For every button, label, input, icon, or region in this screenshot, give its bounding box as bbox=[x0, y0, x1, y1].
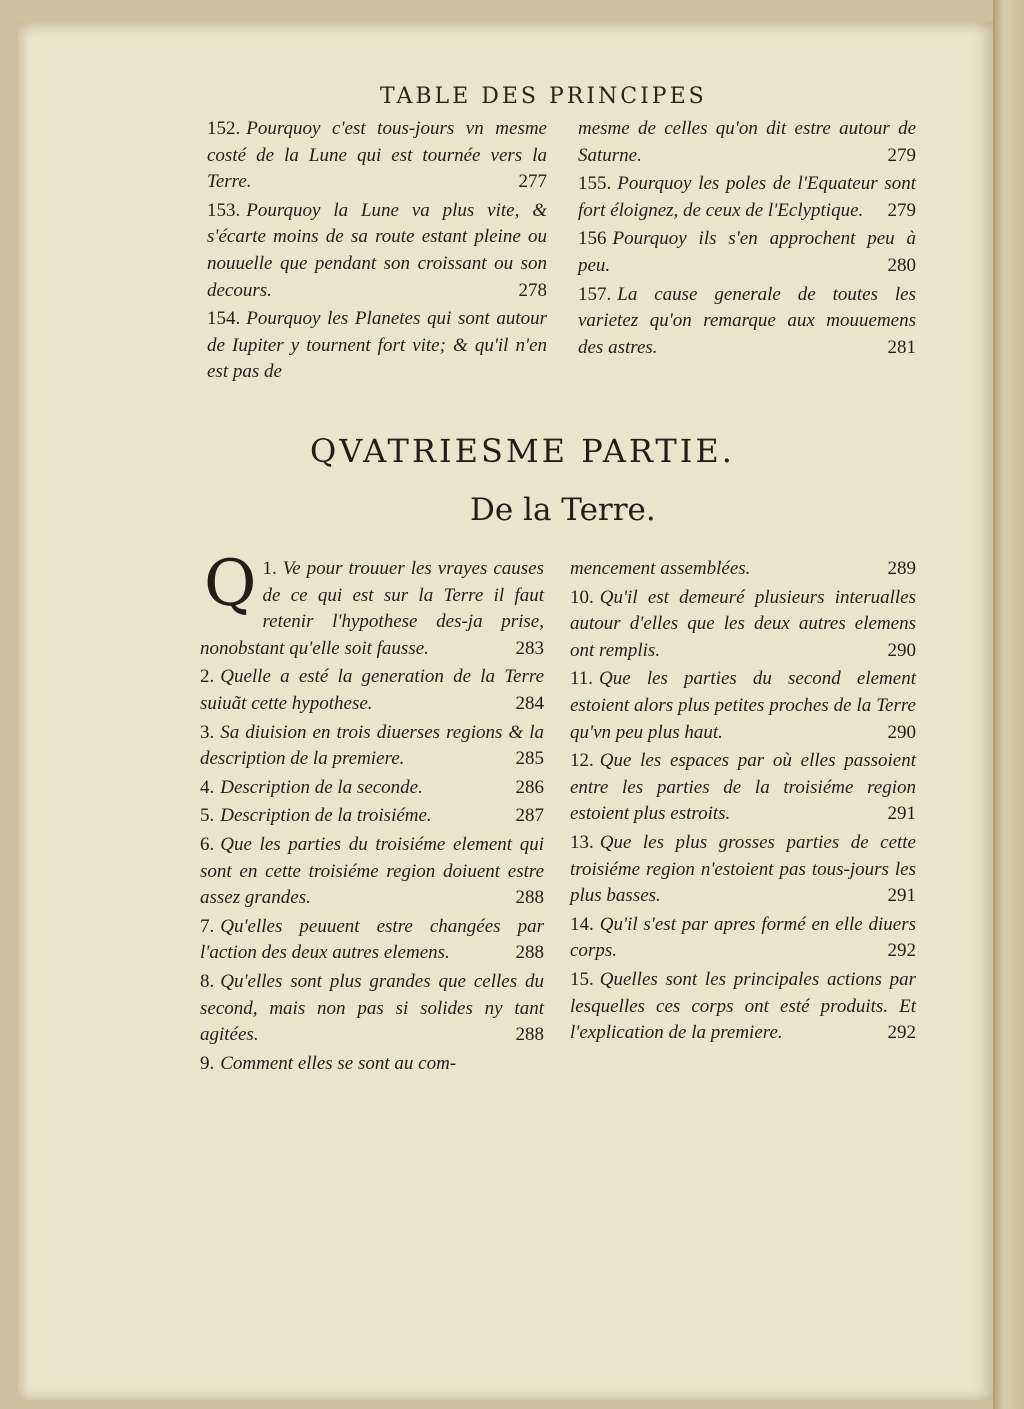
entry-text: Ve pour trouuer les vrayes causes de ce qui est sur la Terre il faut retenir l'hypothese des-ja prise, nonobstant qu'elle soit fausse. bbox=[200, 558, 544, 659]
entry-page-number: 284 bbox=[515, 692, 544, 714]
entry-text: Comment elles se sont au com- bbox=[220, 1052, 457, 1074]
entry-page-number: 279 bbox=[887, 144, 916, 166]
entry-text: Qu'elles peuuent estre changées par l'action des deux autres elemens. bbox=[200, 915, 544, 964]
toc-entry bbox=[200, 914, 544, 967]
entry-text: Description de la seconde. bbox=[220, 776, 423, 798]
toc-entry bbox=[578, 226, 916, 279]
entry-page-number: 283 bbox=[515, 637, 544, 659]
entry-number: 7. bbox=[200, 915, 215, 937]
entry-number: 15. bbox=[570, 968, 594, 990]
entry-text: Qu'il s'est par apres formé en elle diuers corps. bbox=[570, 913, 916, 962]
entry-page-number: 288 bbox=[515, 942, 544, 964]
entry-number: 10. bbox=[570, 586, 594, 608]
entry-text: Quelle a esté la generation de la Terre suiuãt cette hypothese. bbox=[200, 666, 544, 714]
toc-top-left-column bbox=[207, 116, 547, 388]
entry-number: 4. bbox=[200, 776, 215, 798]
toc-entry bbox=[570, 830, 916, 910]
toc-entry bbox=[578, 282, 916, 362]
entry-number: 153. bbox=[207, 199, 241, 221]
toc-entry bbox=[578, 171, 916, 224]
entry-number: 152. bbox=[207, 118, 241, 139]
entry-page-number: 286 bbox=[515, 776, 544, 798]
toc-entry bbox=[200, 969, 544, 1049]
entry-page-number: 292 bbox=[887, 1022, 916, 1044]
toc-entry bbox=[200, 775, 544, 802]
entry-page-number: 288 bbox=[515, 1024, 544, 1046]
toc-entry bbox=[207, 116, 547, 196]
entry-text: Pourquoy la Lune va plus vite, & s'écarte moins de sa route estant pleine ou nouuelle que pendant son croissant ou son decours. bbox=[207, 199, 547, 301]
entry-number: 2. bbox=[200, 666, 215, 688]
section-heading: De la Terre. bbox=[470, 492, 656, 528]
entry-page-number: 291 bbox=[887, 803, 916, 825]
entry-number: 8. bbox=[200, 970, 215, 992]
entry-number: 155. bbox=[578, 173, 612, 195]
drop-cap: Q bbox=[204, 547, 257, 621]
entry-page-number: 290 bbox=[887, 721, 916, 743]
entry-text: Quelles sont les principales actions par lesquelles ces corps ont esté produits. Et l'explication de la premiere. bbox=[570, 968, 916, 1044]
entry-number: 6. bbox=[200, 833, 215, 855]
toc-entry bbox=[570, 556, 916, 583]
entry-page-number: 287 bbox=[515, 805, 544, 827]
entry-number: 156 bbox=[578, 228, 607, 250]
toc-bottom-left-column bbox=[200, 547, 544, 1079]
toc-entry bbox=[570, 967, 916, 1047]
part-heading: QVATRIESME PARTIE. bbox=[310, 432, 735, 470]
entry-text: Pourquoy les Planetes qui sont autour de Iupiter y tournent fort vite; & qu'il n'en est pas de bbox=[207, 308, 547, 383]
toc-entry bbox=[570, 748, 916, 828]
entry-page-number: 290 bbox=[887, 639, 916, 661]
toc-entry bbox=[200, 664, 544, 717]
entry-number: 13. bbox=[570, 831, 594, 853]
toc-entry bbox=[207, 198, 547, 304]
entry-text: mesme de celles qu'on dit estre autour de Saturne. bbox=[578, 118, 916, 166]
entry-text: mencement assemblées. bbox=[570, 558, 751, 579]
entry-page-number: 279 bbox=[887, 199, 916, 221]
entry-text: Que les plus grosses parties de cette troisiéme region n'estoient pas tous-jours les plus basses. bbox=[570, 831, 916, 907]
toc-top-right-column bbox=[578, 116, 916, 363]
toc-entry bbox=[200, 547, 544, 662]
entry-number: 157. bbox=[578, 283, 612, 305]
entry-text: Que les parties du second element estoient alors plus petites proches de la Terre qu'vn peu plus haut. bbox=[570, 668, 916, 743]
toc-entry bbox=[200, 803, 544, 830]
entry-page-number: 292 bbox=[887, 940, 916, 962]
toc-entry bbox=[200, 832, 544, 912]
entry-page-number: 289 bbox=[887, 558, 916, 579]
entry-number: 154. bbox=[207, 308, 241, 330]
toc-entry bbox=[200, 1051, 544, 1078]
entry-text: Pourquoy les poles de l'Equateur sont fort éloignez, de ceux de l'Eclyptique. bbox=[578, 173, 916, 221]
toc-entry bbox=[578, 116, 916, 169]
running-header: TABLE DES PRINCIPES bbox=[380, 84, 707, 109]
toc-entry bbox=[200, 720, 544, 773]
entry-number: 3. bbox=[200, 721, 215, 743]
entry-text: Description de la troisiéme. bbox=[220, 805, 432, 827]
entry-page-number: 291 bbox=[887, 885, 916, 907]
entry-page-number: 277 bbox=[518, 171, 547, 193]
entry-text: Pourquoy c'est tous-jours vn mesme costé de la Lune qui est tournée vers la Terre. bbox=[207, 118, 547, 193]
entry-text: Qu'elles sont plus grandes que celles du second, mais non pas si solides ny tant agitées. bbox=[200, 970, 544, 1046]
entry-text: Pourquoy ils s'en approchent peu à peu. bbox=[578, 228, 916, 276]
toc-entry bbox=[570, 912, 916, 965]
entry-number: 14. bbox=[570, 913, 594, 935]
entry-number: 11. bbox=[570, 668, 594, 690]
entry-text: Qu'il est demeuré plusieurs interualles autour d'elles que les deux autres elemens ont remplis. bbox=[570, 586, 916, 661]
toc-entry bbox=[207, 306, 547, 386]
toc-entry bbox=[570, 666, 916, 746]
entry-page-number: 280 bbox=[887, 254, 916, 276]
toc-bottom-right-column bbox=[570, 556, 916, 1049]
entry-text: Que les espaces par où elles passoient entre les parties de la troisiéme region estoient plus estroits. bbox=[570, 750, 916, 825]
entry-text: Sa diuision en trois diuerses regions & la description de la premiere. bbox=[200, 721, 544, 770]
page-edge bbox=[993, 0, 1024, 1409]
entry-page-number: 281 bbox=[887, 336, 916, 358]
entry-number: 5. bbox=[200, 805, 215, 827]
entry-number: 12. bbox=[570, 750, 594, 772]
entry-number: 1. bbox=[262, 558, 277, 579]
entry-number: 9. bbox=[200, 1052, 215, 1074]
entry-page-number: 288 bbox=[515, 887, 544, 909]
entry-text: La cause generale de toutes les varietez qu'on remarque aux mouuemens des astres. bbox=[578, 283, 916, 358]
toc-entry bbox=[570, 585, 916, 665]
entry-page-number: 285 bbox=[515, 748, 544, 770]
entry-page-number: 278 bbox=[518, 279, 547, 301]
entry-text: Que les parties du troisiéme element qui sont en cette troisiéme region doiuent estre assez grandes. bbox=[200, 833, 544, 909]
